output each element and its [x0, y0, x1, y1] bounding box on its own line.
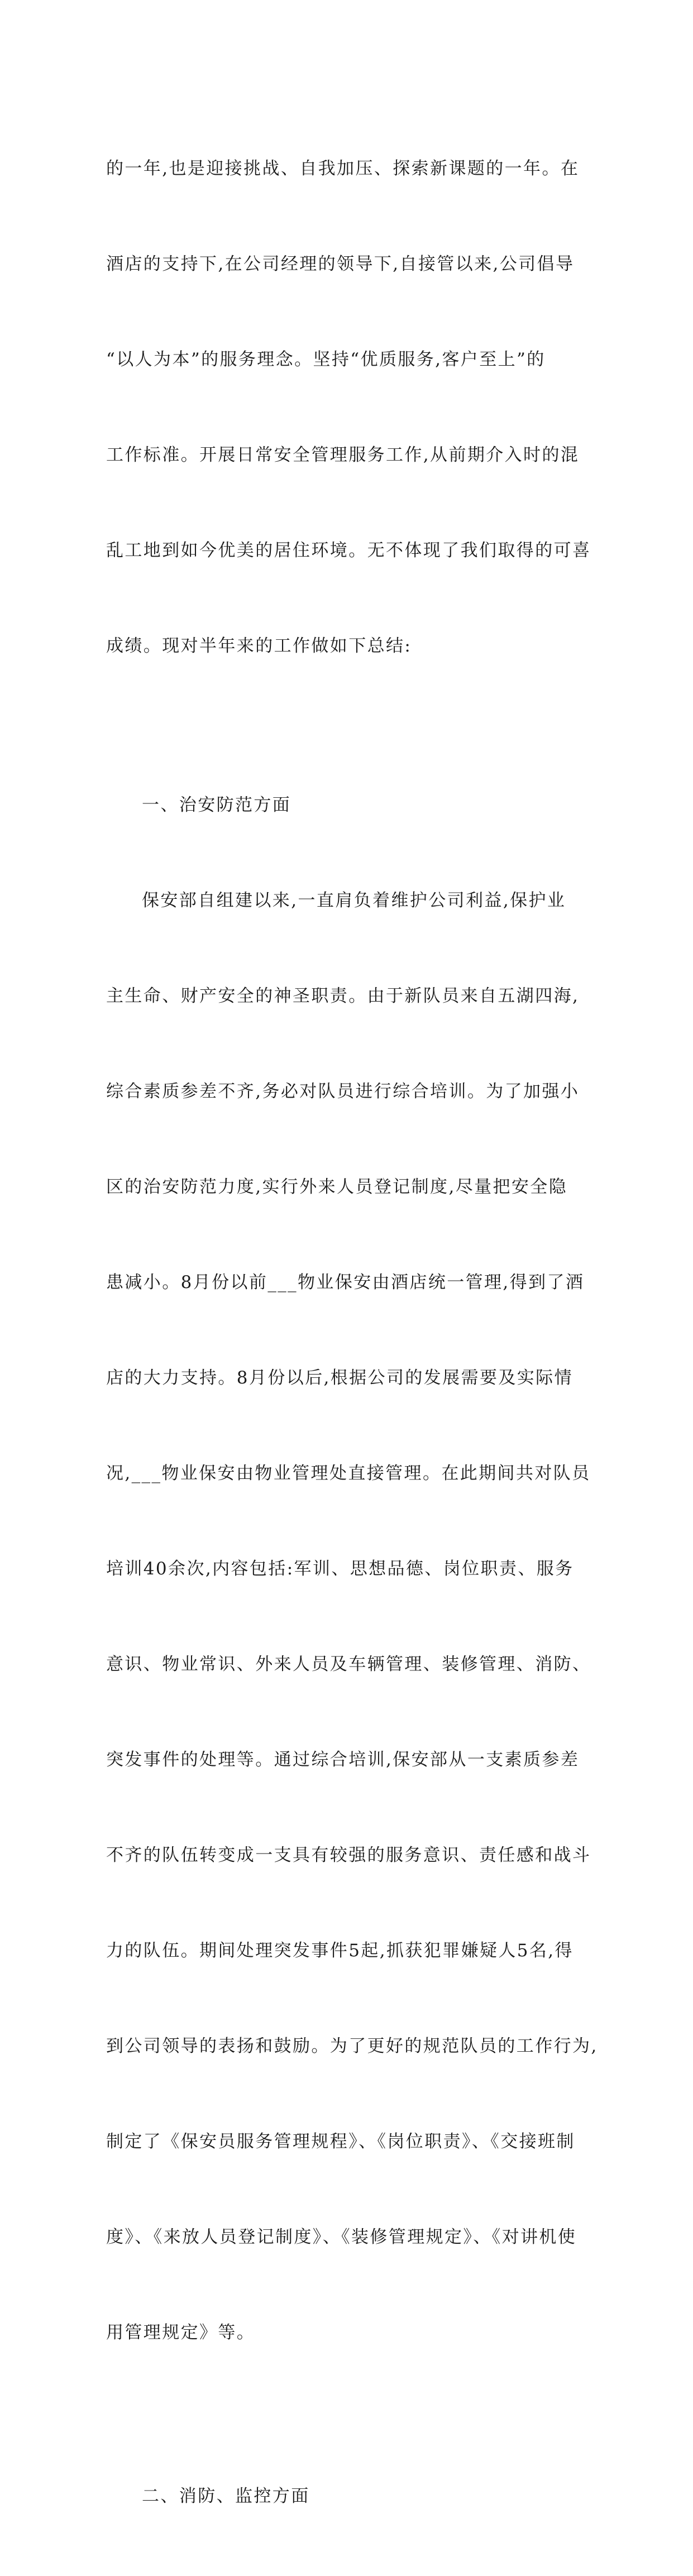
intro-paragraph [106, 89, 591, 726]
text-line: 意识、物业常识、外来人员及车辆管理、装修管理、消防、 [106, 1654, 591, 1674]
text-line: 的一年,也是迎接挑战、自我加压、探索新课题的一年。在 [106, 159, 580, 179]
text-line: 到公司领导的表扬和鼓励。为了更好的规范队员的工作行为, [106, 2036, 598, 2056]
section-heading: 一、治安防范方面 [142, 795, 291, 815]
text-line: 培训40余次,内容包括:军训、思想品德、岗位职责、服务 [106, 1559, 574, 1579]
text-line: 不齐的队伍转变成一支具有较强的服务意识、责任感和战斗 [106, 1845, 591, 1865]
section-1 [106, 726, 598, 2412]
text-line: 主生命、财产安全的神圣职责。由于新队员来自五湖四海, [106, 986, 580, 1006]
text-line: 况,___物业保安由物业管理处直接管理。在此期间共对队员 [106, 1463, 591, 1483]
text-line: 店的大力支持。8月份以后,根据公司的发展需要及实际情 [106, 1368, 573, 1388]
text-line: 酒店的支持下,在公司经理的领导下,自接管以来,公司倡导 [106, 254, 575, 274]
text-line: 用管理规定》等。 [106, 2323, 256, 2343]
document-body [106, 89, 598, 2576]
section-heading: 二、消防、监控方面 [142, 2486, 310, 2506]
text-line: “以人为本”的服务理念。坚持“优质服务,客户至上”的 [106, 349, 546, 370]
text-line: 区的治安防范力度,实行外来人员登记制度,尽量把安全隐 [106, 1177, 568, 1197]
text-line: 力的队伍。期间处理突发事件5起,抓获犯罪嫌疑人5名,得 [106, 1941, 573, 1961]
text-line: 成绩。现对半年来的工作做如下总结: [106, 636, 412, 656]
section-2 [106, 2417, 586, 2576]
text-line: 度》、《来放人员登记制度》、《装修管理规定》、《对讲机使 [106, 2227, 577, 2247]
text-line: 患减小。8月份以前___物业保安由酒店统一管理,得到了酒 [106, 1272, 585, 1292]
text-line: 制定了《保安员服务管理规程》、《岗位职责》、《交接班制 [106, 2132, 575, 2152]
text-line: 突发事件的处理等。通过综合培训,保安部从一支素质参差 [106, 1750, 580, 1770]
text-line: 乱工地到如今优美的居住环境。无不体现了我们取得的可喜 [106, 540, 591, 561]
text-line: 保安部自组建以来,一直肩负着维护公司利益,保护业 [142, 890, 566, 911]
text-line: 综合素质参差不齐,务必对队员进行综合培训。为了加强小 [106, 1081, 580, 1102]
text-line: 工作标准。开展日常安全管理服务工作,从前期介入时的混 [106, 445, 580, 465]
